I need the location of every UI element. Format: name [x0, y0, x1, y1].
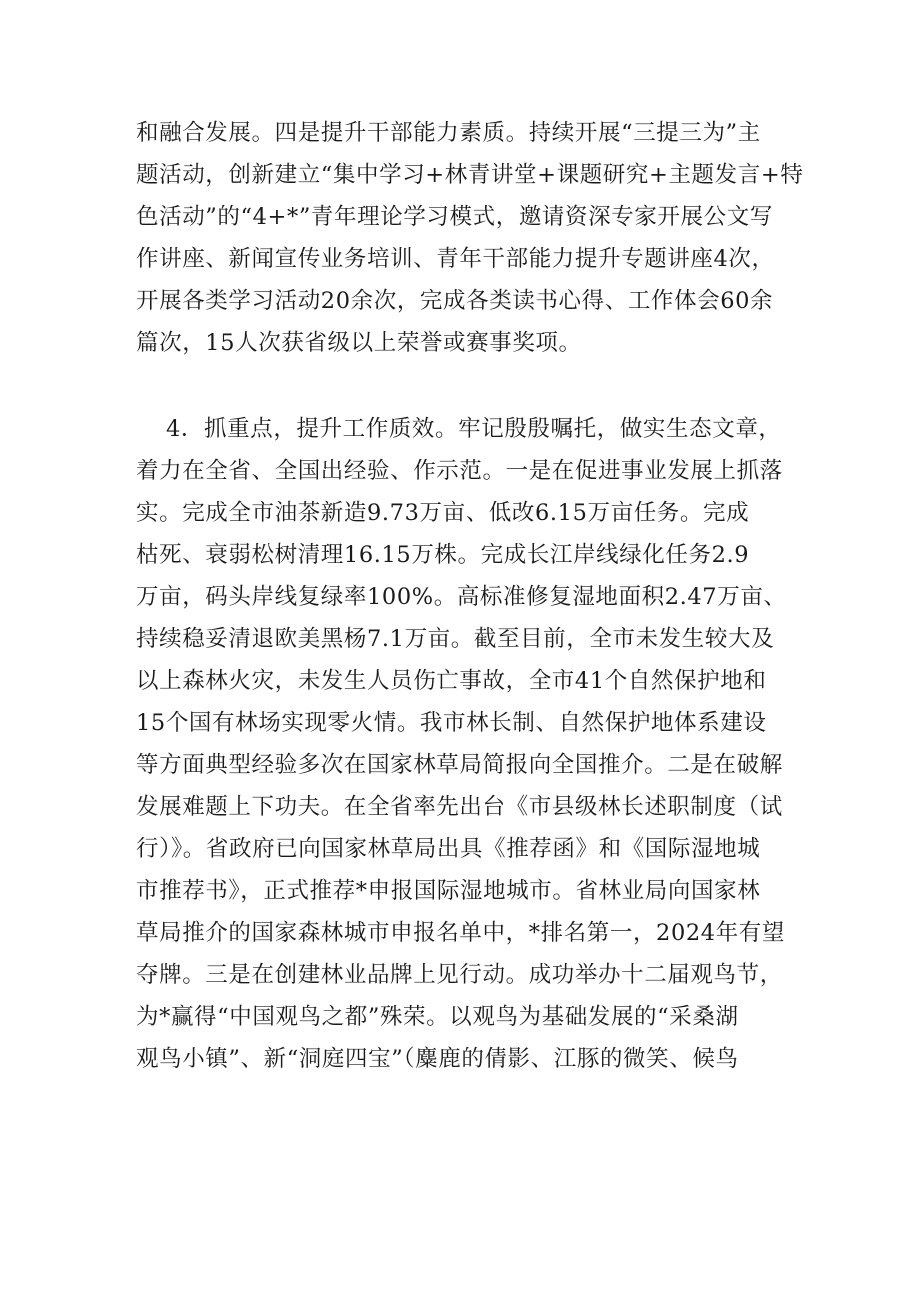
- text-line: 为*赢得“中国观鸟之都”殊荣。以观鸟为基础发展的“采桑湖: [136, 1004, 739, 1030]
- text-line-heading: 4．抓重点，提升工作质效。牢记殷殷嘱托，做实生态文章，: [166, 416, 782, 442]
- text-line: 篇次，15人次获省级以上荣誉或赛事奖项。: [136, 330, 582, 356]
- text-line: 夺牌。三是在创建林业品牌上见行动。成功举办十二届观鸟节，: [136, 962, 783, 988]
- text-line: 持续稳妥清退欧美黑杨7.1万亩。截至目前，全市未发生较大及: [136, 626, 775, 652]
- text-line: 和融合发展。四是提升干部能力素质。持续开展“三提三为”主: [136, 120, 761, 146]
- text-line: 草局推介的国家森林城市申报名单中，*排名第一，2024年有望: [136, 920, 786, 946]
- text-line: 15个国有林场实现零火情。我市林长制、自然保护地体系建设: [136, 710, 767, 736]
- text-line: 枯死、衰弱松树清理16.15万株。完成长江岸线绿化任务2.9: [136, 542, 750, 568]
- text-line: 实。完成全市油茶新造9.73万亩、低改6.15万亩任务。完成: [136, 500, 750, 526]
- text-line: 观鸟小镇”、新“洞庭四宝”（麋鹿的倩影、江豚的微笑、候鸟: [136, 1046, 739, 1072]
- text-line: 万亩，码头岸线复绿率100%。高标准修复湿地面积2.47万亩、: [136, 584, 787, 610]
- text-line: 等方面典型经验多次在国家林草局简报向全国推介。二是在破解: [136, 752, 783, 778]
- text-line: 发展难题上下功夫。在全省率先出台《市县级林长述职制度（试: [136, 794, 783, 820]
- text-line: 市推荐书》，正式推荐*申报国际湿地城市。省林业局向国家林: [136, 878, 761, 904]
- text-line: 行）》。省政府已向国家林草局出具《推荐函》和《国际湿地城: [136, 836, 761, 862]
- text-line: 色活动”的“4+*”青年理论学习模式，邀请资深专家开展公文写: [136, 204, 773, 230]
- text-line: 开展各类学习活动20余次，完成各类读书心得、工作体会60余: [136, 288, 774, 314]
- paragraph-work-quality: [136, 408, 796, 1080]
- text-line: 着力在全省、全国出经验、作示范。一是在促进事业发展上抓落: [136, 458, 783, 484]
- text-line: 以上森林火灾，未发生人员伤亡事故，全市41个自然保护地和: [136, 668, 767, 694]
- text-line: 题活动，创新建立“集中学习+林青讲堂+课题研究+主题发言+特: [136, 162, 804, 188]
- text-line: 作讲座、新闻宣传业务培训、青年干部能力提升专题讲座4次，: [136, 246, 775, 272]
- paragraph-cadre-capability: [136, 112, 804, 364]
